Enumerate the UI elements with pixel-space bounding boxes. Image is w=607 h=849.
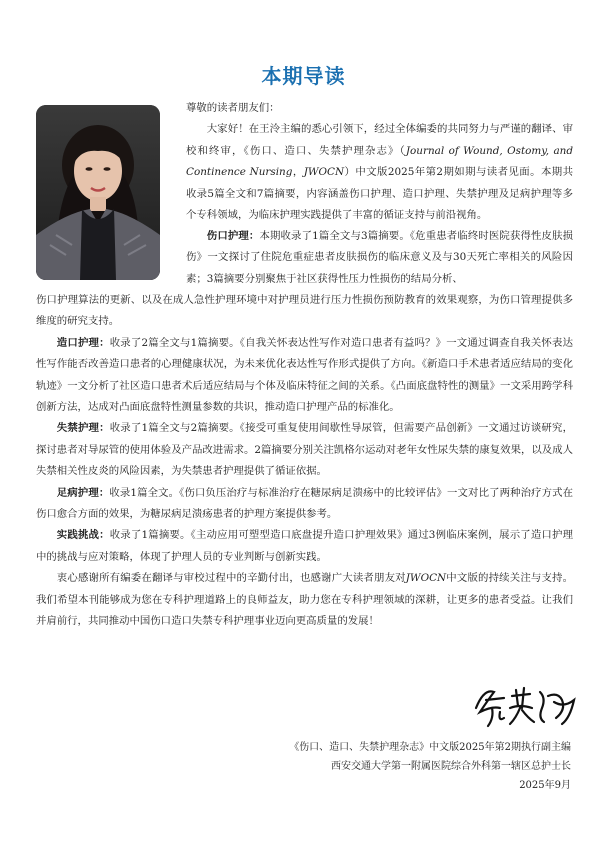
page-title: 本期导读 xyxy=(261,64,346,88)
footer-line-title: 《伤口、造口、失禁护理杂志》中文版2025年第2期执行副主编 xyxy=(289,742,571,753)
intro-text-3: ）中文版2025年第2期如期与读者见面。本期共收录5篇全文和7篇摘要，内容涵盖伤口护理、造口护理、失禁护理及足病护理等多个专科领域，为临床护理实践提供了丰富的循证支持与前沿视角。 xyxy=(186,166,574,222)
section-text-practice: 收录了1篇摘要。《主动应用可塑型造口底盘提升造口护理效果》通过3例临床案例，展示了造口护理中的挑战与应对策略，体现了护理人员的专业判断与创新实践。 xyxy=(36,529,573,563)
intro-block xyxy=(186,98,573,226)
section-label-foot: 足病护理： xyxy=(56,486,110,499)
section-text-wound-a: 本期收录了1篇全文与3篇摘要。《危重患者临终时医院获得性皮肤损伤》一文探讨了住院危重症患者皮肤损伤的临床意义及与30天死亡率相关的风险因素；3篇摘要分别聚焦于社区获得性压力性损伤的结局分析、 xyxy=(186,230,573,285)
section-label-practice: 实践挑战： xyxy=(56,529,110,542)
section-text-continence: 收录了1篇全文与2篇摘要。《接受可重复使用间歇性导尿管，但需要产品创新》一文通过访谈研究，探讨患者对导尿管的使用体验及产品改进需求。2篇摘要分别关注凯格尔运动对老年女性尿失禁的康复效果，以及成人失禁相关性皮炎的风险因素，为失禁患者护理提供了循证依据。 xyxy=(36,422,573,478)
intro-paragraph xyxy=(186,119,573,226)
section-wound-top xyxy=(186,226,573,290)
footer-line-date: 2025年9月 xyxy=(519,780,571,791)
closing-text-1: 衷心感谢所有编委在翻译与审校过程中的辛勤付出，也感谢广大读者朋友对 xyxy=(56,572,406,585)
intro-text-2: ， xyxy=(292,166,304,179)
portrait-illustration xyxy=(36,105,160,280)
section-wound-part1 xyxy=(186,226,573,290)
section-text-foot: 收录1篇全文。《伤口负压治疗与标准治疗在糖尿病足溃疡中的比较评估》一文对比了两种治疗方式在伤口愈合方面的效果，为糖尿病足溃疡患者的护理方案提供参考。 xyxy=(36,486,574,521)
greeting: 尊敬的读者朋友们： xyxy=(186,102,280,114)
closing-paragraph xyxy=(36,568,573,632)
section-text-ostomy: 收录了2篇全文与1篇摘要。《自我关怀表达性写作对造口患者有益吗？》一文通过调查自我关怀表达性写作能否改善造口患者的心理健康状况，为未来优化表达性写作形式提供了方向。《新造口手术患者适应结局的变化轨迹》一文分析了社区造口患者术后适应结局与个体及临床特征之间的关系。《凸面底盘特性的测量》一文采用跨学科创新方法，达成对凸面底盘特性测量参数的共识，推动造口护理产品的标准化。 xyxy=(36,336,573,414)
sections-full xyxy=(36,290,573,633)
editor-portrait xyxy=(36,105,160,280)
section-continence xyxy=(36,418,573,482)
section-wound-part2 xyxy=(36,290,573,333)
section-ostomy xyxy=(36,333,573,419)
footer-line-affiliation: 西安交通大学第一附属医院综合外科第一辖区总护士长 xyxy=(331,761,571,772)
section-label-ostomy: 造口护理： xyxy=(56,336,110,349)
closing-text-2: 中文版的持续关注与支持。我们希望本刊能够成为您在专科护理道路上的良师益友，助力您在专科护理领域的深耕，让更多的患者受益。让我们并肩前行，共同推动中国伤口造口失禁专科护理事业迈向更高质量的发展！ xyxy=(36,572,574,628)
intro-text-1: 大家好！在王泠主编的悉心引领下，经过全体编委的共同努力与严谨的翻译、审校和终审，《伤口、造口、失禁护理杂志》（ xyxy=(186,123,573,157)
section-text-wound-b: 伤口护理算法的更新、以及在成人急性护理环境中对护理员进行压力性损伤预防教育的效果观察，为伤口管理提供多维度的研究支持。 xyxy=(36,294,573,328)
signature-block xyxy=(289,738,571,795)
section-foot xyxy=(36,483,573,526)
closing-journal-abbrev: JWOCN xyxy=(405,572,447,585)
signature-drawing xyxy=(470,678,580,730)
section-label-continence: 失禁护理： xyxy=(56,422,110,435)
journal-abbrev: JWOCN xyxy=(303,166,345,179)
section-practice xyxy=(36,525,573,568)
section-label-wound: 伤口护理： xyxy=(206,230,260,242)
handwritten-signature xyxy=(470,678,580,730)
journal-english-title: Journal of Wound, Ostomy, and Continence Nursing xyxy=(186,144,573,179)
